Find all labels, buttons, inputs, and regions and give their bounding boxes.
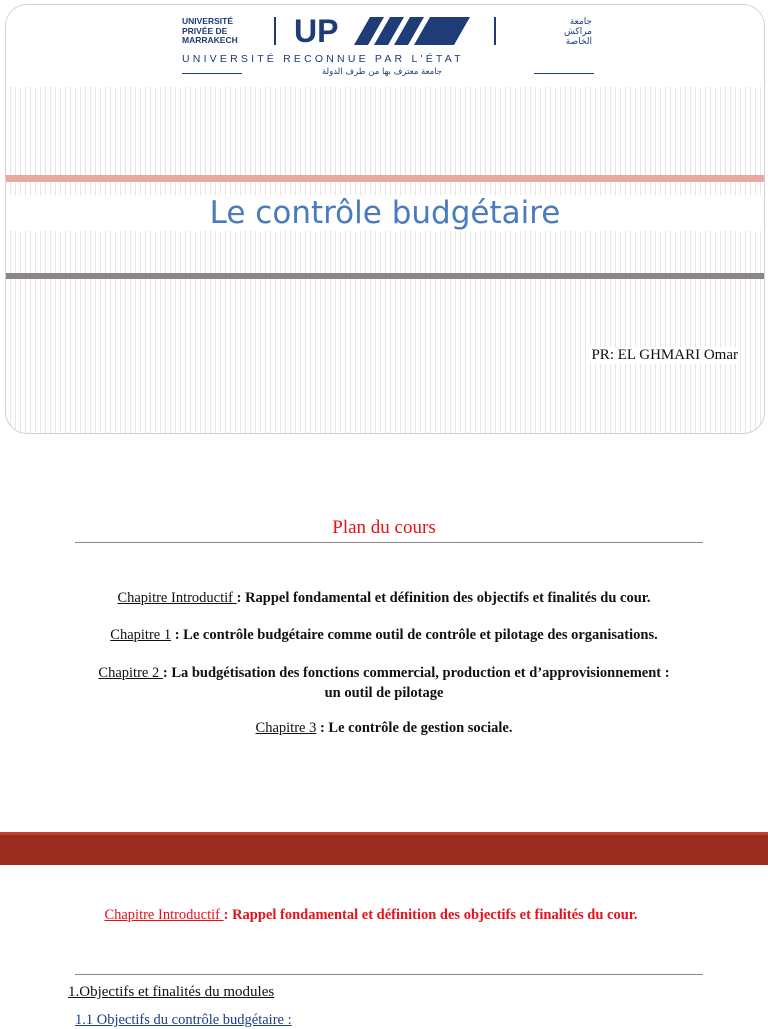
- plan-item: [0, 720, 768, 737]
- chapter-text: : Rappel fondamental et définition des objectifs et finalités du cour.: [223, 907, 638, 923]
- university-logo: [182, 15, 594, 81]
- section-divider: [75, 974, 703, 975]
- section-heading: 1.Objectifs et finalités du modules: [68, 984, 275, 1000]
- chapter-text: : Rappel fondamental et définition des objectifs et finalités du cour.: [236, 590, 651, 606]
- logo-divider: [182, 73, 242, 74]
- slide-title: Le contrôle budgétaire: [6, 195, 764, 231]
- chapter-label: Chapitre Introductif: [117, 590, 237, 606]
- logo-band: [6, 5, 764, 87]
- title-bar-top: [6, 175, 764, 182]
- logo-line: MARRAKECH: [182, 35, 238, 45]
- logo-tagline-arabic: جامعة معترف بها من طرف الدولة: [321, 67, 443, 77]
- author-name: PR: EL GHMARI Omar: [591, 347, 738, 363]
- section-band: [0, 832, 768, 865]
- chapter-text: : La budgétisation des fonctions commercial, production et d’approvisionnement :: [162, 665, 670, 681]
- up-logo-mark: [292, 15, 472, 47]
- chapter-label: Chapitre Introductif: [104, 907, 224, 923]
- logo-ar-line: مراكش: [563, 27, 592, 37]
- title-slide: [5, 4, 765, 434]
- title-bar-bottom: [6, 273, 764, 279]
- chapter-text: : Le contrôle budgétaire comme outil de contrôle et pilotage des organisations.: [171, 627, 658, 643]
- logo-ar-line: جامعة: [569, 17, 592, 27]
- plan-title: Plan du cours: [332, 517, 436, 538]
- subsection-heading: 1.1 Objectifs du contrôle budgétaire :: [75, 1012, 292, 1028]
- chapter-text: : Le contrôle de gestion sociale.: [316, 720, 513, 736]
- plan-item: [0, 590, 768, 607]
- chapter-label: Chapitre 1: [110, 627, 172, 643]
- logo-separator: [274, 17, 276, 45]
- plan-item: [0, 663, 768, 703]
- logo-stripe: [414, 17, 470, 45]
- chapter-label: Chapitre 3: [255, 720, 317, 736]
- logo-separator: [494, 17, 496, 45]
- logo-university-name: [182, 17, 238, 46]
- intro-chapter-heading: [0, 907, 742, 924]
- logo-divider: [534, 73, 594, 74]
- logo-line: PRIVÉE DE: [182, 25, 228, 36]
- logo-line: UNIVERSITÉ: [182, 16, 234, 26]
- chapter-label: Chapitre 2: [98, 665, 163, 681]
- logo-mark-text: UP: [294, 15, 339, 47]
- logo-arabic-name: [514, 17, 592, 47]
- chapter-text-cont: un outil de pilotage: [324, 685, 444, 701]
- logo-tagline: UNIVERSITÉ RECONNUE PAR L'ÉTAT: [182, 53, 464, 65]
- logo-ar-line: الخاصة: [565, 37, 592, 47]
- plan-item: [0, 627, 768, 644]
- plan-divider: [75, 542, 703, 543]
